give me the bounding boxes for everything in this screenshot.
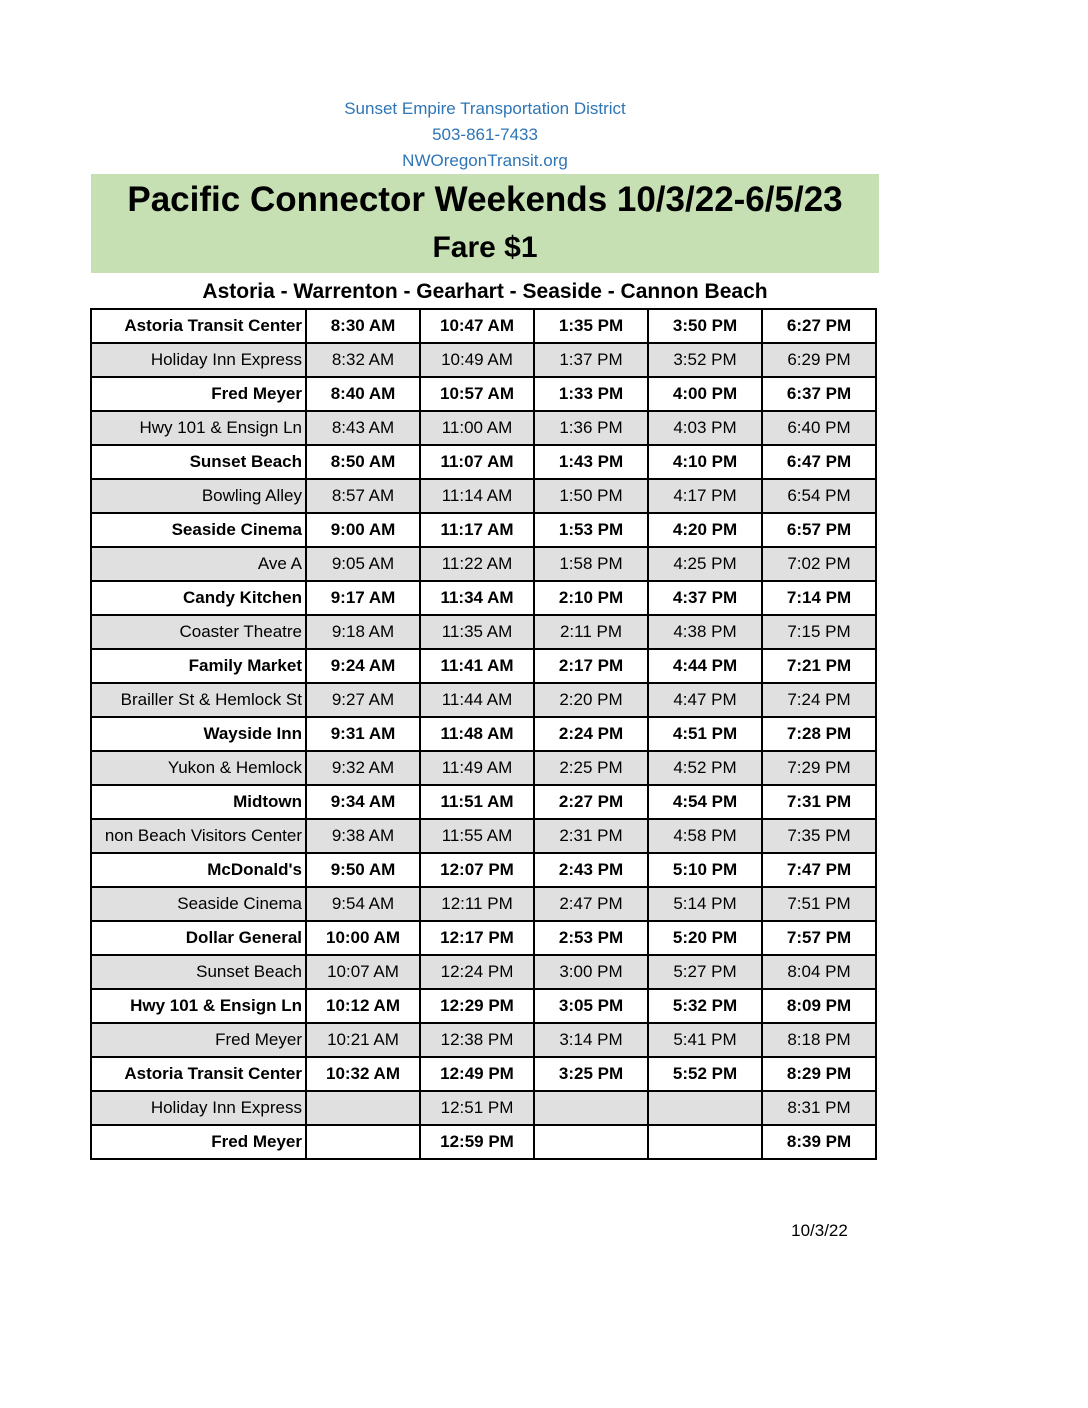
departure-time: 8:04 PM — [762, 955, 876, 989]
departure-time: 11:48 AM — [420, 717, 534, 751]
departure-time: 12:07 PM — [420, 853, 534, 887]
departure-time: 7:14 PM — [762, 581, 876, 615]
departure-time: 4:38 PM — [648, 615, 762, 649]
departure-time: 7:47 PM — [762, 853, 876, 887]
departure-time: 10:49 AM — [420, 343, 534, 377]
table-row — [91, 819, 876, 853]
stop-name: Astoria Transit Center — [91, 309, 306, 343]
departure-time: 9:05 AM — [306, 547, 420, 581]
departure-time: 11:00 AM — [420, 411, 534, 445]
table-row — [91, 683, 876, 717]
agency-name: Sunset Empire Transportation District — [344, 99, 626, 118]
departure-time: 7:21 PM — [762, 649, 876, 683]
departure-time: 9:32 AM — [306, 751, 420, 785]
departure-time: 1:53 PM — [534, 513, 648, 547]
departure-time: 9:00 AM — [306, 513, 420, 547]
stop-name: Brailler St & Hemlock St — [91, 683, 306, 717]
departure-time — [306, 1091, 420, 1125]
departure-time: 7:29 PM — [762, 751, 876, 785]
table-row — [91, 717, 876, 751]
stop-name: non Beach Visitors Center — [91, 819, 306, 853]
departure-time: 5:52 PM — [648, 1057, 762, 1091]
table-row — [91, 547, 876, 581]
departure-time: 1:37 PM — [534, 343, 648, 377]
departure-time: 4:58 PM — [648, 819, 762, 853]
departure-time: 11:14 AM — [420, 479, 534, 513]
departure-time: 8:40 AM — [306, 377, 420, 411]
departure-time: 12:49 PM — [420, 1057, 534, 1091]
departure-time: 12:59 PM — [420, 1125, 534, 1159]
departure-time: 11:22 AM — [420, 547, 534, 581]
table-row — [91, 1125, 876, 1159]
table-row — [91, 853, 876, 887]
departure-time: 8:29 PM — [762, 1057, 876, 1091]
departure-time: 11:55 AM — [420, 819, 534, 853]
departure-time: 8:39 PM — [762, 1125, 876, 1159]
departure-time: 4:10 PM — [648, 445, 762, 479]
departure-time: 11:17 AM — [420, 513, 534, 547]
departure-time: 4:37 PM — [648, 581, 762, 615]
departure-time: 2:27 PM — [534, 785, 648, 819]
stop-name: Fred Meyer — [91, 377, 306, 411]
departure-time — [534, 1091, 648, 1125]
departure-time: 2:10 PM — [534, 581, 648, 615]
departure-time: 2:31 PM — [534, 819, 648, 853]
departure-time: 10:21 AM — [306, 1023, 420, 1057]
departure-time: 3:14 PM — [534, 1023, 648, 1057]
stop-name: Ave A — [91, 547, 306, 581]
departure-time: 5:27 PM — [648, 955, 762, 989]
table-row — [91, 377, 876, 411]
table-row — [91, 955, 876, 989]
departure-time: 11:51 AM — [420, 785, 534, 819]
stop-name: Fred Meyer — [91, 1125, 306, 1159]
departure-time: 9:18 AM — [306, 615, 420, 649]
departure-time: 9:38 AM — [306, 819, 420, 853]
departure-time: 9:34 AM — [306, 785, 420, 819]
departure-time — [534, 1125, 648, 1159]
stop-name: Bowling Alley — [91, 479, 306, 513]
departure-time: 9:31 AM — [306, 717, 420, 751]
departure-time: 6:40 PM — [762, 411, 876, 445]
departure-time: 10:47 AM — [420, 309, 534, 343]
departure-time: 3:25 PM — [534, 1057, 648, 1091]
departure-time: 1:58 PM — [534, 547, 648, 581]
departure-time: 4:25 PM — [648, 547, 762, 581]
stop-name: McDonald's — [91, 853, 306, 887]
departure-time: 6:47 PM — [762, 445, 876, 479]
departure-time — [648, 1091, 762, 1125]
departure-time: 10:00 AM — [306, 921, 420, 955]
table-row — [91, 649, 876, 683]
stop-name: Candy Kitchen — [91, 581, 306, 615]
departure-time: 12:11 PM — [420, 887, 534, 921]
stop-name: Seaside Cinema — [91, 887, 306, 921]
departure-time: 3:50 PM — [648, 309, 762, 343]
departure-time: 4:51 PM — [648, 717, 762, 751]
stop-name: Sunset Beach — [91, 445, 306, 479]
departure-time: 2:43 PM — [534, 853, 648, 887]
departure-time: 2:53 PM — [534, 921, 648, 955]
schedule-table — [90, 308, 877, 1160]
agency-phone: 503-861-7433 — [432, 125, 538, 144]
departure-time: 6:54 PM — [762, 479, 876, 513]
table-row — [91, 751, 876, 785]
departure-time: 7:28 PM — [762, 717, 876, 751]
departure-time: 2:11 PM — [534, 615, 648, 649]
departure-time: 4:03 PM — [648, 411, 762, 445]
departure-time: 9:54 AM — [306, 887, 420, 921]
table-row — [91, 615, 876, 649]
departure-time: 8:31 PM — [762, 1091, 876, 1125]
departure-time: 11:41 AM — [420, 649, 534, 683]
agency-website: NWOregonTransit.org — [402, 151, 568, 170]
departure-time: 11:44 AM — [420, 683, 534, 717]
departure-time: 11:35 AM — [420, 615, 534, 649]
fare-label: Fare $1 — [432, 231, 538, 264]
departure-time: 12:29 PM — [420, 989, 534, 1023]
stop-name: Dollar General — [91, 921, 306, 955]
departure-time: 8:30 AM — [306, 309, 420, 343]
table-row — [91, 343, 876, 377]
table-row — [91, 445, 876, 479]
departure-time: 2:25 PM — [534, 751, 648, 785]
stop-name: Midtown — [91, 785, 306, 819]
departure-time: 10:57 AM — [420, 377, 534, 411]
table-row — [91, 1057, 876, 1091]
departure-time: 11:07 AM — [420, 445, 534, 479]
stop-name: Yukon & Hemlock — [91, 751, 306, 785]
departure-time: 11:34 AM — [420, 581, 534, 615]
departure-time: 4:52 PM — [648, 751, 762, 785]
table-row — [91, 785, 876, 819]
departure-time: 1:35 PM — [534, 309, 648, 343]
footer-date: 10/3/22 — [791, 1221, 848, 1240]
departure-time: 3:05 PM — [534, 989, 648, 1023]
stop-name: Coaster Theatre — [91, 615, 306, 649]
departure-time: 4:17 PM — [648, 479, 762, 513]
departure-time: 6:27 PM — [762, 309, 876, 343]
title-banner — [91, 174, 879, 273]
departure-time: 5:14 PM — [648, 887, 762, 921]
departure-time: 9:17 AM — [306, 581, 420, 615]
stop-name: Astoria Transit Center — [91, 1057, 306, 1091]
stop-name: Holiday Inn Express — [91, 1091, 306, 1125]
table-row — [91, 479, 876, 513]
departure-time: 2:24 PM — [534, 717, 648, 751]
departure-time — [648, 1125, 762, 1159]
stop-name: Family Market — [91, 649, 306, 683]
departure-time: 1:50 PM — [534, 479, 648, 513]
table-row — [91, 581, 876, 615]
departure-time: 3:52 PM — [648, 343, 762, 377]
departure-time: 8:43 AM — [306, 411, 420, 445]
table-row — [91, 513, 876, 547]
departure-time: 5:32 PM — [648, 989, 762, 1023]
departure-time: 4:20 PM — [648, 513, 762, 547]
departure-time: 9:27 AM — [306, 683, 420, 717]
departure-time: 2:47 PM — [534, 887, 648, 921]
table-row — [91, 411, 876, 445]
departure-time: 6:29 PM — [762, 343, 876, 377]
departure-time: 4:54 PM — [648, 785, 762, 819]
departure-time: 9:50 AM — [306, 853, 420, 887]
table-row — [91, 887, 876, 921]
departure-time: 7:15 PM — [762, 615, 876, 649]
departure-time: 12:17 PM — [420, 921, 534, 955]
departure-time: 4:47 PM — [648, 683, 762, 717]
departure-time: 7:02 PM — [762, 547, 876, 581]
table-row — [91, 1023, 876, 1057]
departure-time: 7:57 PM — [762, 921, 876, 955]
departure-time: 4:00 PM — [648, 377, 762, 411]
table-row — [91, 1091, 876, 1125]
table-row — [91, 989, 876, 1023]
departure-time: 12:24 PM — [420, 955, 534, 989]
stop-name: Hwy 101 & Ensign Ln — [91, 411, 306, 445]
departure-time: 6:37 PM — [762, 377, 876, 411]
departure-time: 3:00 PM — [534, 955, 648, 989]
departure-time: 9:24 AM — [306, 649, 420, 683]
stop-name: Holiday Inn Express — [91, 343, 306, 377]
departure-time: 8:18 PM — [762, 1023, 876, 1057]
departure-time: 4:44 PM — [648, 649, 762, 683]
departure-time: 1:43 PM — [534, 445, 648, 479]
departure-time: 5:41 PM — [648, 1023, 762, 1057]
schedule-body — [91, 309, 876, 1159]
departure-time: 12:51 PM — [420, 1091, 534, 1125]
departure-time: 7:35 PM — [762, 819, 876, 853]
departure-time: 7:31 PM — [762, 785, 876, 819]
departure-time: 11:49 AM — [420, 751, 534, 785]
table-row — [91, 309, 876, 343]
departure-time: 12:38 PM — [420, 1023, 534, 1057]
departure-time: 2:20 PM — [534, 683, 648, 717]
departure-time: 7:24 PM — [762, 683, 876, 717]
stop-name: Wayside Inn — [91, 717, 306, 751]
stop-name: Seaside Cinema — [91, 513, 306, 547]
departure-time: 5:20 PM — [648, 921, 762, 955]
departure-time: 10:12 AM — [306, 989, 420, 1023]
departure-time — [306, 1125, 420, 1159]
departure-time: 8:32 AM — [306, 343, 420, 377]
departure-time: 1:36 PM — [534, 411, 648, 445]
route-name: Astoria - Warrenton - Gearhart - Seaside - Cannon Beach — [202, 280, 768, 303]
departure-time: 8:57 AM — [306, 479, 420, 513]
departure-time: 10:07 AM — [306, 955, 420, 989]
departure-time: 1:33 PM — [534, 377, 648, 411]
stop-name: Hwy 101 & Ensign Ln — [91, 989, 306, 1023]
stop-name: Fred Meyer — [91, 1023, 306, 1057]
departure-time: 6:57 PM — [762, 513, 876, 547]
departure-time: 2:17 PM — [534, 649, 648, 683]
table-row — [91, 921, 876, 955]
page-title: Pacific Connector Weekends 10/3/22-6/5/23 — [127, 180, 843, 219]
departure-time: 8:50 AM — [306, 445, 420, 479]
departure-time: 8:09 PM — [762, 989, 876, 1023]
stop-name: Sunset Beach — [91, 955, 306, 989]
departure-time: 10:32 AM — [306, 1057, 420, 1091]
departure-time: 5:10 PM — [648, 853, 762, 887]
departure-time: 7:51 PM — [762, 887, 876, 921]
